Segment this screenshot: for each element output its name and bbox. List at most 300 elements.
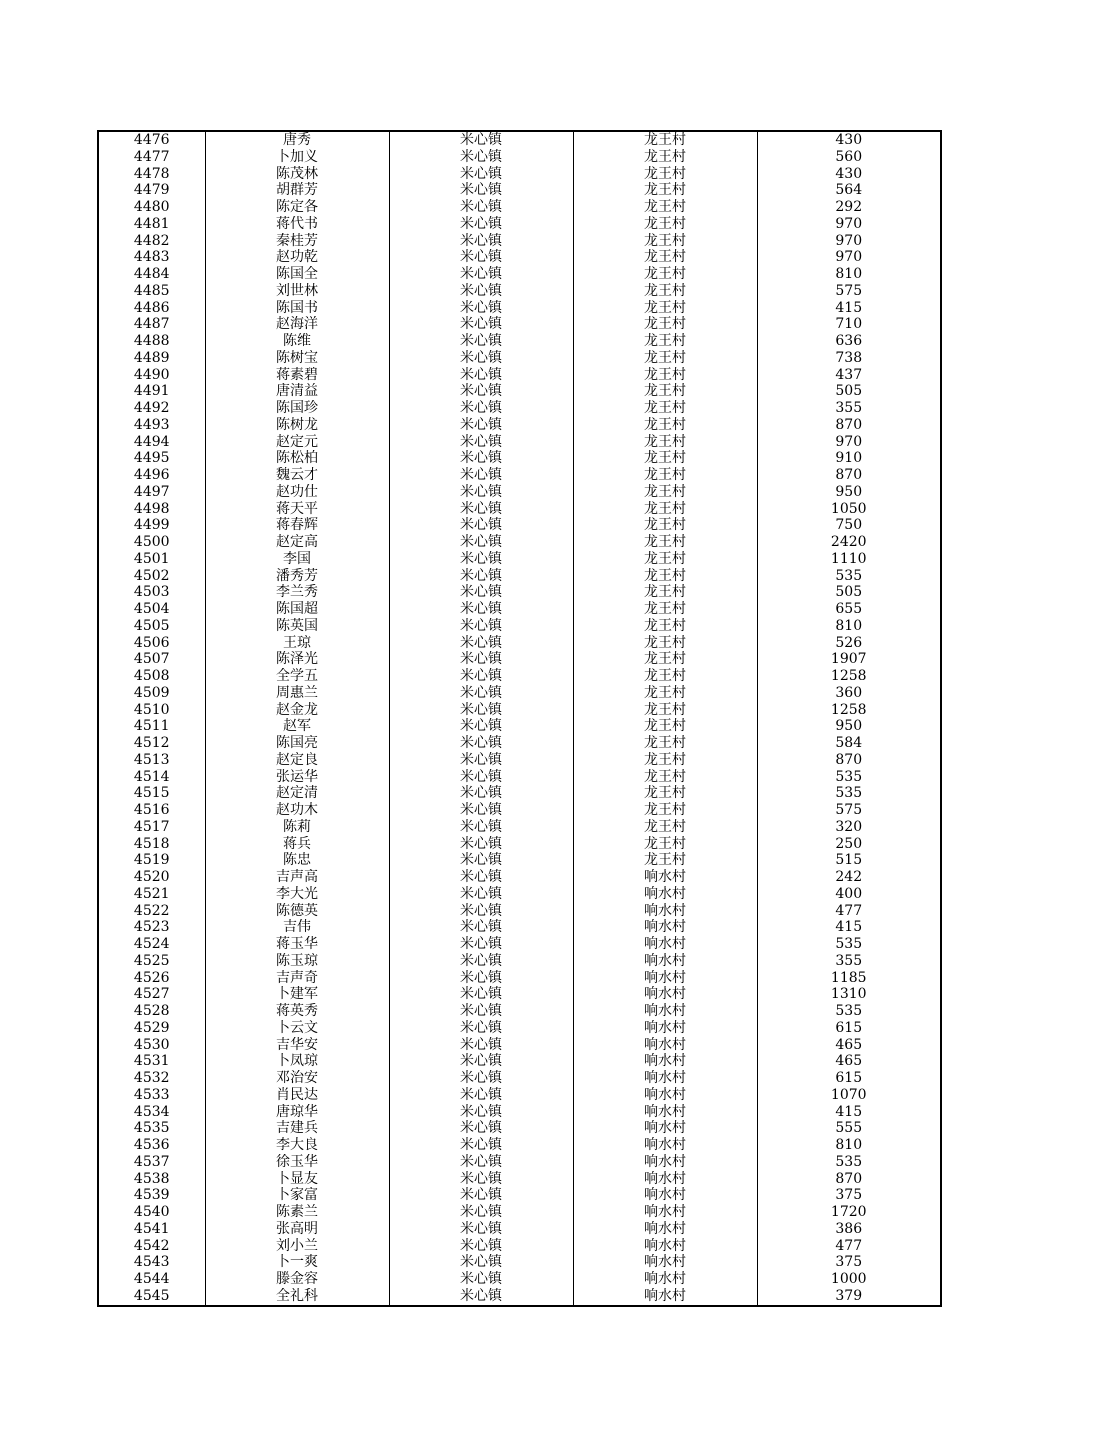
name-cell: 张运华 [205,769,389,786]
name-cell: 李大良 [205,1137,389,1154]
township-cell: 米心镇 [389,1171,573,1188]
township-cell: 米心镇 [389,233,573,250]
village-cell: 响水村 [573,1204,757,1221]
amount-cell: 564 [757,182,941,199]
name-cell: 李兰秀 [205,584,389,601]
table-row [98,568,941,585]
name-cell: 蒋素碧 [205,367,389,384]
record-number-cell: 4523 [98,919,205,936]
name-cell: 陈玉琼 [205,953,389,970]
township-cell: 米心镇 [389,618,573,635]
table-row [98,1171,941,1188]
table-row [98,702,941,719]
table-row [98,1271,941,1288]
record-number-cell: 4535 [98,1120,205,1137]
township-cell: 米心镇 [389,1288,573,1306]
name-cell: 邓治安 [205,1070,389,1087]
village-cell: 响水村 [573,886,757,903]
record-number-cell: 4498 [98,501,205,518]
record-number-cell: 4525 [98,953,205,970]
name-cell: 唐琼华 [205,1104,389,1121]
record-number-cell: 4505 [98,618,205,635]
name-cell: 张高明 [205,1221,389,1238]
village-cell: 响水村 [573,1254,757,1271]
village-cell: 龙王村 [573,836,757,853]
record-number-cell: 4483 [98,249,205,266]
name-cell: 吉建兵 [205,1120,389,1137]
record-number-cell: 4529 [98,1020,205,1037]
name-cell: 赵功仕 [205,484,389,501]
village-cell: 响水村 [573,970,757,987]
amount-cell: 292 [757,199,941,216]
amount-cell: 430 [757,166,941,183]
name-cell: 周惠兰 [205,685,389,702]
table-row [98,283,941,300]
village-cell: 响水村 [573,953,757,970]
township-cell: 米心镇 [389,668,573,685]
township-cell: 米心镇 [389,1020,573,1037]
village-cell: 响水村 [573,919,757,936]
township-cell: 米心镇 [389,769,573,786]
name-cell: 陈国超 [205,601,389,618]
township-cell: 米心镇 [389,149,573,166]
amount-cell: 950 [757,484,941,501]
table-row [98,1288,941,1306]
name-cell: 蒋代书 [205,216,389,233]
table-row [98,903,941,920]
amount-cell: 320 [757,819,941,836]
village-cell: 龙王村 [573,434,757,451]
name-cell: 赵功木 [205,802,389,819]
record-number-cell: 4545 [98,1288,205,1306]
amount-cell: 415 [757,1104,941,1121]
table-row [98,467,941,484]
amount-cell: 710 [757,316,941,333]
name-cell: 潘秀芳 [205,568,389,585]
table-row [98,936,941,953]
township-cell: 米心镇 [389,970,573,987]
table-row [98,367,941,384]
township-cell: 米心镇 [389,501,573,518]
record-number-cell: 4516 [98,802,205,819]
amount-cell: 250 [757,836,941,853]
record-number-cell: 4486 [98,300,205,317]
amount-cell: 1070 [757,1087,941,1104]
table-row [98,1053,941,1070]
record-number-cell: 4527 [98,986,205,1003]
name-cell: 陈泽光 [205,651,389,668]
village-cell: 龙王村 [573,517,757,534]
record-number-cell: 4492 [98,400,205,417]
record-number-cell: 4479 [98,182,205,199]
township-cell: 米心镇 [389,383,573,400]
village-cell: 龙王村 [573,651,757,668]
table-row [98,1070,941,1087]
table-row [98,919,941,936]
amount-cell: 615 [757,1070,941,1087]
township-cell: 米心镇 [389,903,573,920]
table-row [98,836,941,853]
amount-cell: 2420 [757,534,941,551]
amount-cell: 1110 [757,551,941,568]
table-row [98,266,941,283]
record-number-cell: 4495 [98,450,205,467]
township-cell: 米心镇 [389,568,573,585]
name-cell: 卜加义 [205,149,389,166]
table-row [98,149,941,166]
name-cell: 陈维 [205,333,389,350]
record-number-cell: 4481 [98,216,205,233]
amount-cell: 355 [757,400,941,417]
amount-cell: 655 [757,601,941,618]
township-cell: 米心镇 [389,1254,573,1271]
village-cell: 龙王村 [573,618,757,635]
amount-cell: 415 [757,300,941,317]
name-cell: 胡群芳 [205,182,389,199]
amount-cell: 615 [757,1020,941,1037]
township-cell: 米心镇 [389,852,573,869]
record-number-cell: 4490 [98,367,205,384]
amount-cell: 535 [757,1154,941,1171]
village-cell: 龙王村 [573,484,757,501]
township-cell: 米心镇 [389,450,573,467]
village-cell: 龙王村 [573,367,757,384]
name-cell: 陈树龙 [205,417,389,434]
township-cell: 米心镇 [389,266,573,283]
amount-cell: 535 [757,936,941,953]
name-cell: 陈莉 [205,819,389,836]
record-number-cell: 4506 [98,635,205,652]
village-cell: 龙王村 [573,300,757,317]
amount-cell: 810 [757,1137,941,1154]
amount-cell: 535 [757,769,941,786]
name-cell: 全礼科 [205,1288,389,1306]
name-cell: 赵金龙 [205,702,389,719]
township-cell: 米心镇 [389,400,573,417]
amount-cell: 970 [757,233,941,250]
township-cell: 米心镇 [389,350,573,367]
township-cell: 米心镇 [389,1087,573,1104]
village-cell: 龙王村 [573,752,757,769]
record-number-cell: 4512 [98,735,205,752]
record-number-cell: 4510 [98,702,205,719]
township-cell: 米心镇 [389,1271,573,1288]
table-row [98,1087,941,1104]
village-cell: 龙王村 [573,685,757,702]
amount-cell: 375 [757,1254,941,1271]
table-row [98,131,941,149]
village-cell: 响水村 [573,1288,757,1306]
table-row [98,233,941,250]
village-cell: 龙王村 [573,467,757,484]
table-row [98,182,941,199]
record-number-cell: 4544 [98,1271,205,1288]
amount-cell: 535 [757,1003,941,1020]
record-number-cell: 4528 [98,1003,205,1020]
township-cell: 米心镇 [389,819,573,836]
amount-cell: 870 [757,1171,941,1188]
amount-cell: 375 [757,1187,941,1204]
village-cell: 龙王村 [573,131,757,149]
township-cell: 米心镇 [389,131,573,149]
amount-cell: 465 [757,1037,941,1054]
village-cell: 龙王村 [573,400,757,417]
name-cell: 赵定清 [205,785,389,802]
name-cell: 赵定元 [205,434,389,451]
amount-cell: 750 [757,517,941,534]
amount-cell: 1185 [757,970,941,987]
table-row [98,819,941,836]
record-number-cell: 4508 [98,668,205,685]
amount-cell: 910 [757,450,941,467]
name-cell: 陈素兰 [205,1204,389,1221]
table-row [98,534,941,551]
amount-cell: 437 [757,367,941,384]
township-cell: 米心镇 [389,1187,573,1204]
record-number-cell: 4477 [98,149,205,166]
township-cell: 米心镇 [389,1204,573,1221]
record-number-cell: 4496 [98,467,205,484]
township-cell: 米心镇 [389,249,573,266]
table-row [98,584,941,601]
table-row [98,869,941,886]
township-cell: 米心镇 [389,1137,573,1154]
table-row [98,752,941,769]
township-cell: 米心镇 [389,1070,573,1087]
village-cell: 龙王村 [573,718,757,735]
amount-cell: 1258 [757,702,941,719]
amount-cell: 515 [757,852,941,869]
township-cell: 米心镇 [389,1003,573,1020]
name-cell: 吉伟 [205,919,389,936]
amount-cell: 430 [757,131,941,149]
village-cell: 龙王村 [573,383,757,400]
amount-cell: 970 [757,216,941,233]
amount-cell: 1907 [757,651,941,668]
amount-cell: 870 [757,467,941,484]
name-cell: 卜凤琼 [205,1053,389,1070]
township-cell: 米心镇 [389,584,573,601]
name-cell: 陈定各 [205,199,389,216]
township-cell: 米心镇 [389,517,573,534]
record-number-cell: 4489 [98,350,205,367]
village-cell: 龙王村 [573,668,757,685]
records-table-body [98,131,941,1306]
record-number-cell: 4487 [98,316,205,333]
record-number-cell: 4480 [98,199,205,216]
township-cell: 米心镇 [389,601,573,618]
name-cell: 全学五 [205,668,389,685]
amount-cell: 636 [757,333,941,350]
table-row [98,434,941,451]
table-row [98,769,941,786]
record-number-cell: 4513 [98,752,205,769]
village-cell: 龙王村 [573,852,757,869]
table-row [98,1187,941,1204]
amount-cell: 575 [757,283,941,300]
name-cell: 陈国书 [205,300,389,317]
village-cell: 龙王村 [573,819,757,836]
record-number-cell: 4476 [98,131,205,149]
village-cell: 响水村 [573,1087,757,1104]
name-cell: 蒋兵 [205,836,389,853]
name-cell: 蒋春辉 [205,517,389,534]
township-cell: 米心镇 [389,316,573,333]
village-cell: 响水村 [573,1154,757,1171]
township-cell: 米心镇 [389,735,573,752]
record-number-cell: 4484 [98,266,205,283]
record-number-cell: 4518 [98,836,205,853]
amount-cell: 1720 [757,1204,941,1221]
table-row [98,1003,941,1020]
village-cell: 响水村 [573,986,757,1003]
amount-cell: 584 [757,735,941,752]
name-cell: 蒋玉华 [205,936,389,953]
amount-cell: 575 [757,802,941,819]
township-cell: 米心镇 [389,718,573,735]
amount-cell: 1000 [757,1271,941,1288]
record-number-cell: 4514 [98,769,205,786]
table-row [98,1238,941,1255]
table-row [98,953,941,970]
amount-cell: 560 [757,149,941,166]
record-number-cell: 4507 [98,651,205,668]
village-cell: 龙王村 [573,534,757,551]
amount-cell: 477 [757,903,941,920]
village-cell: 响水村 [573,1070,757,1087]
record-number-cell: 4482 [98,233,205,250]
name-cell: 唐清益 [205,383,389,400]
record-number-cell: 4530 [98,1037,205,1054]
record-number-cell: 4493 [98,417,205,434]
village-cell: 龙王村 [573,233,757,250]
village-cell: 响水村 [573,1238,757,1255]
township-cell: 米心镇 [389,836,573,853]
record-number-cell: 4499 [98,517,205,534]
name-cell: 陈德英 [205,903,389,920]
township-cell: 米心镇 [389,1037,573,1054]
table-row [98,333,941,350]
table-row [98,718,941,735]
table-row [98,1104,941,1121]
record-number-cell: 4497 [98,484,205,501]
record-number-cell: 4538 [98,1171,205,1188]
township-cell: 米心镇 [389,1104,573,1121]
name-cell: 陈国全 [205,266,389,283]
village-cell: 龙王村 [573,333,757,350]
name-cell: 陈茂林 [205,166,389,183]
name-cell: 吉声奇 [205,970,389,987]
name-cell: 卜云文 [205,1020,389,1037]
record-number-cell: 4503 [98,584,205,601]
name-cell: 王琼 [205,635,389,652]
record-number-cell: 4540 [98,1204,205,1221]
township-cell: 米心镇 [389,367,573,384]
amount-cell: 970 [757,434,941,451]
table-row [98,249,941,266]
village-cell: 响水村 [573,903,757,920]
village-cell: 龙王村 [573,584,757,601]
amount-cell: 870 [757,752,941,769]
table-row [98,685,941,702]
record-number-cell: 4532 [98,1070,205,1087]
township-cell: 米心镇 [389,467,573,484]
name-cell: 滕金容 [205,1271,389,1288]
table-row [98,735,941,752]
name-cell: 秦桂芳 [205,233,389,250]
table-row [98,199,941,216]
name-cell: 陈国珍 [205,400,389,417]
record-number-cell: 4533 [98,1087,205,1104]
amount-cell: 477 [757,1238,941,1255]
village-cell: 龙王村 [573,551,757,568]
village-cell: 龙王村 [573,417,757,434]
township-cell: 米心镇 [389,166,573,183]
amount-cell: 810 [757,618,941,635]
township-cell: 米心镇 [389,1221,573,1238]
township-cell: 米心镇 [389,953,573,970]
table-row [98,618,941,635]
township-cell: 米心镇 [389,886,573,903]
name-cell: 卜一爽 [205,1254,389,1271]
village-cell: 响水村 [573,1020,757,1037]
record-number-cell: 4519 [98,852,205,869]
amount-cell: 1310 [757,986,941,1003]
township-cell: 米心镇 [389,333,573,350]
township-cell: 米心镇 [389,1238,573,1255]
amount-cell: 415 [757,919,941,936]
township-cell: 米心镇 [389,534,573,551]
name-cell: 蒋天平 [205,501,389,518]
amount-cell: 738 [757,350,941,367]
record-number-cell: 4491 [98,383,205,400]
amount-cell: 505 [757,383,941,400]
village-cell: 龙王村 [573,568,757,585]
village-cell: 龙王村 [573,735,757,752]
village-cell: 龙王村 [573,802,757,819]
village-cell: 龙王村 [573,769,757,786]
table-row [98,802,941,819]
name-cell: 魏云才 [205,467,389,484]
amount-cell: 535 [757,568,941,585]
village-cell: 龙王村 [573,350,757,367]
table-row [98,400,941,417]
table-row [98,417,941,434]
table-row [98,350,941,367]
table-row [98,517,941,534]
name-cell: 肖民达 [205,1087,389,1104]
township-cell: 米心镇 [389,417,573,434]
village-cell: 龙王村 [573,601,757,618]
village-cell: 响水村 [573,1003,757,1020]
village-cell: 龙王村 [573,501,757,518]
table-row [98,635,941,652]
township-cell: 米心镇 [389,869,573,886]
table-row [98,886,941,903]
table-row [98,484,941,501]
record-number-cell: 4501 [98,551,205,568]
table-row [98,216,941,233]
village-cell: 龙王村 [573,199,757,216]
table-row [98,601,941,618]
village-cell: 龙王村 [573,166,757,183]
name-cell: 陈树宝 [205,350,389,367]
record-number-cell: 4537 [98,1154,205,1171]
village-cell: 响水村 [573,1037,757,1054]
village-cell: 龙王村 [573,266,757,283]
name-cell: 卜显友 [205,1171,389,1188]
amount-cell: 810 [757,266,941,283]
